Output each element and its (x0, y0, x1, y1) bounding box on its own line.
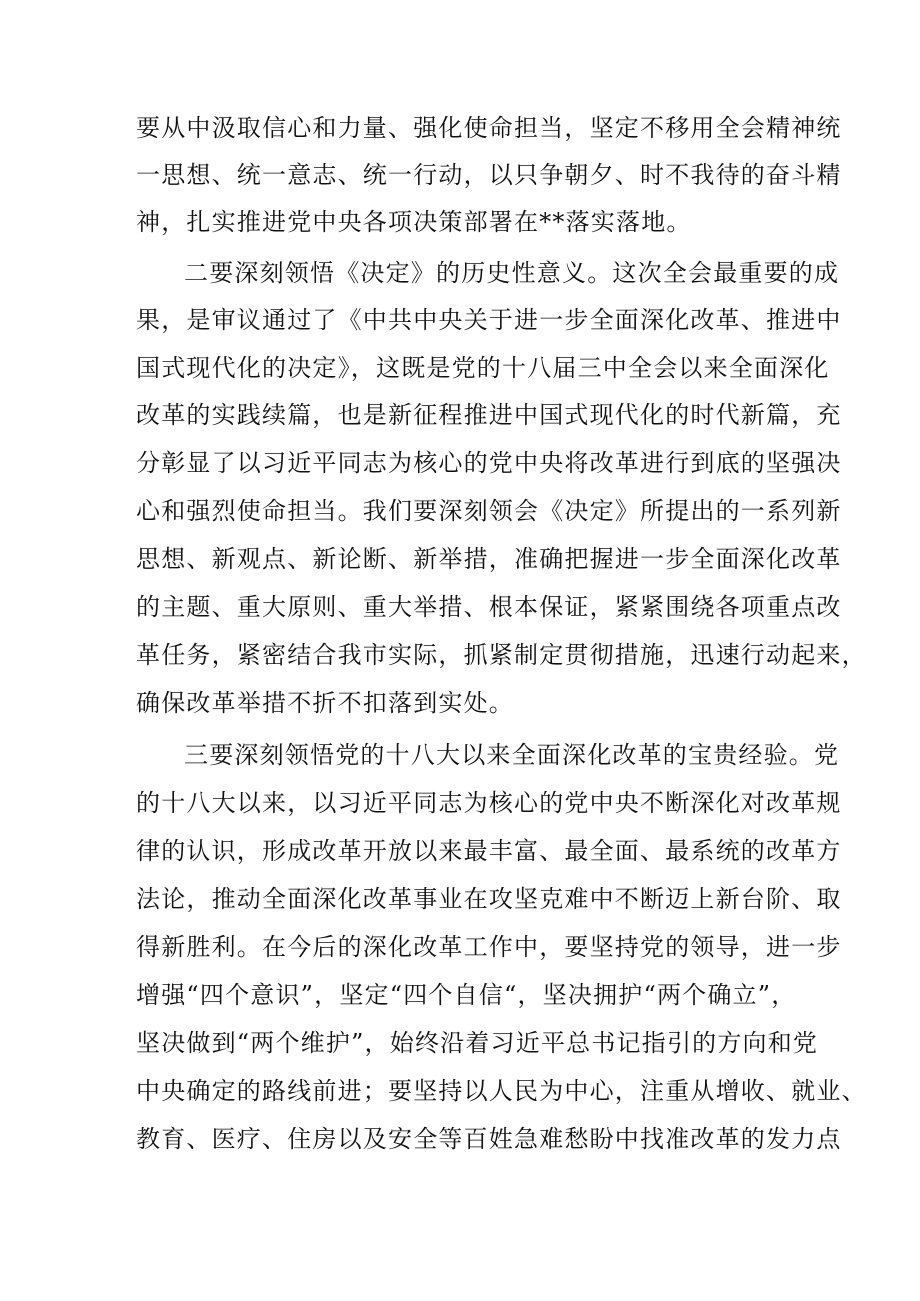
text-line: 思想、新观点、新论断、新举措，准确把握进一步全面深化改革 (136, 545, 842, 573)
text-line: 坚决做到“两个维护”，始终沿着习近平总书记指引的方向和党 (136, 1029, 819, 1057)
text-line: 确保改革举措不折不扣落到实处。 (136, 689, 514, 717)
text-line: 心和强烈使命担当。我们要深刻领会《决定》所提出的一系列新 (136, 497, 842, 525)
text-line: 一思想、统一意志、统一行动，以只争朝夕、时不我待的奋斗精 (136, 161, 842, 189)
text-line: 果，是审议通过了《中共中央关于进一步全面深化改革、推进中 (136, 306, 842, 334)
paragraph-first-line: 二要深刻领悟《决定》的历史性意义。这次全会最重要的成 (184, 259, 840, 287)
text-line: 法论，推动全面深化改革事业在攻坚克难中不断迈上新台阶、取 (136, 885, 842, 913)
text-line: 得新胜利。在今后的深化改革工作中，要坚持党的领导，进一步 (136, 933, 842, 961)
text-line: 的十八大以来，以习近平同志为核心的党中央不断深化对改革规 (136, 789, 842, 817)
text-line: 的主题、重大原则、重大举措、根本保证，紧紧围绕各项重点改 (136, 593, 842, 621)
text-line: 改革的实践续篇，也是新征程推进中国式现代化的时代新篇，充 (136, 401, 842, 429)
text-line: 国式现代化的决定》，这既是党的十八届三中全会以来全面深化 (136, 354, 830, 382)
text-line: 增强“四个意识”，坚定“四个自信“，坚决拥护“两个确立”， (136, 981, 797, 1009)
text-line: 律的认识，形成改革开放以来最丰富、最全面、最系统的改革方 (136, 837, 842, 865)
text-line: 中央确定的路线前进；要坚持以人民为中心，注重从增收、就业、 (136, 1077, 867, 1105)
text-line: 分彰显了以习近平同志为核心的党中央将改革进行到底的坚强决 (136, 449, 842, 477)
text-line: 神，扎实推进党中央各项决策部署在**落实落地。 (136, 208, 692, 236)
text-line: 要从中汲取信心和力量、强化使命担当，坚定不移用全会精神统 (136, 114, 842, 142)
text-line: 教育、医疗、住房以及安全等百姓急难愁盼中找准改革的发力点 (136, 1125, 842, 1153)
text-line: 革任务，紧密结合我市实际，抓紧制定贯彻措施，迅速行动起来， (136, 641, 867, 669)
paragraph-first-line: 三要深刻领悟党的十八大以来全面深化改革的宝贵经验。党 (184, 741, 840, 769)
